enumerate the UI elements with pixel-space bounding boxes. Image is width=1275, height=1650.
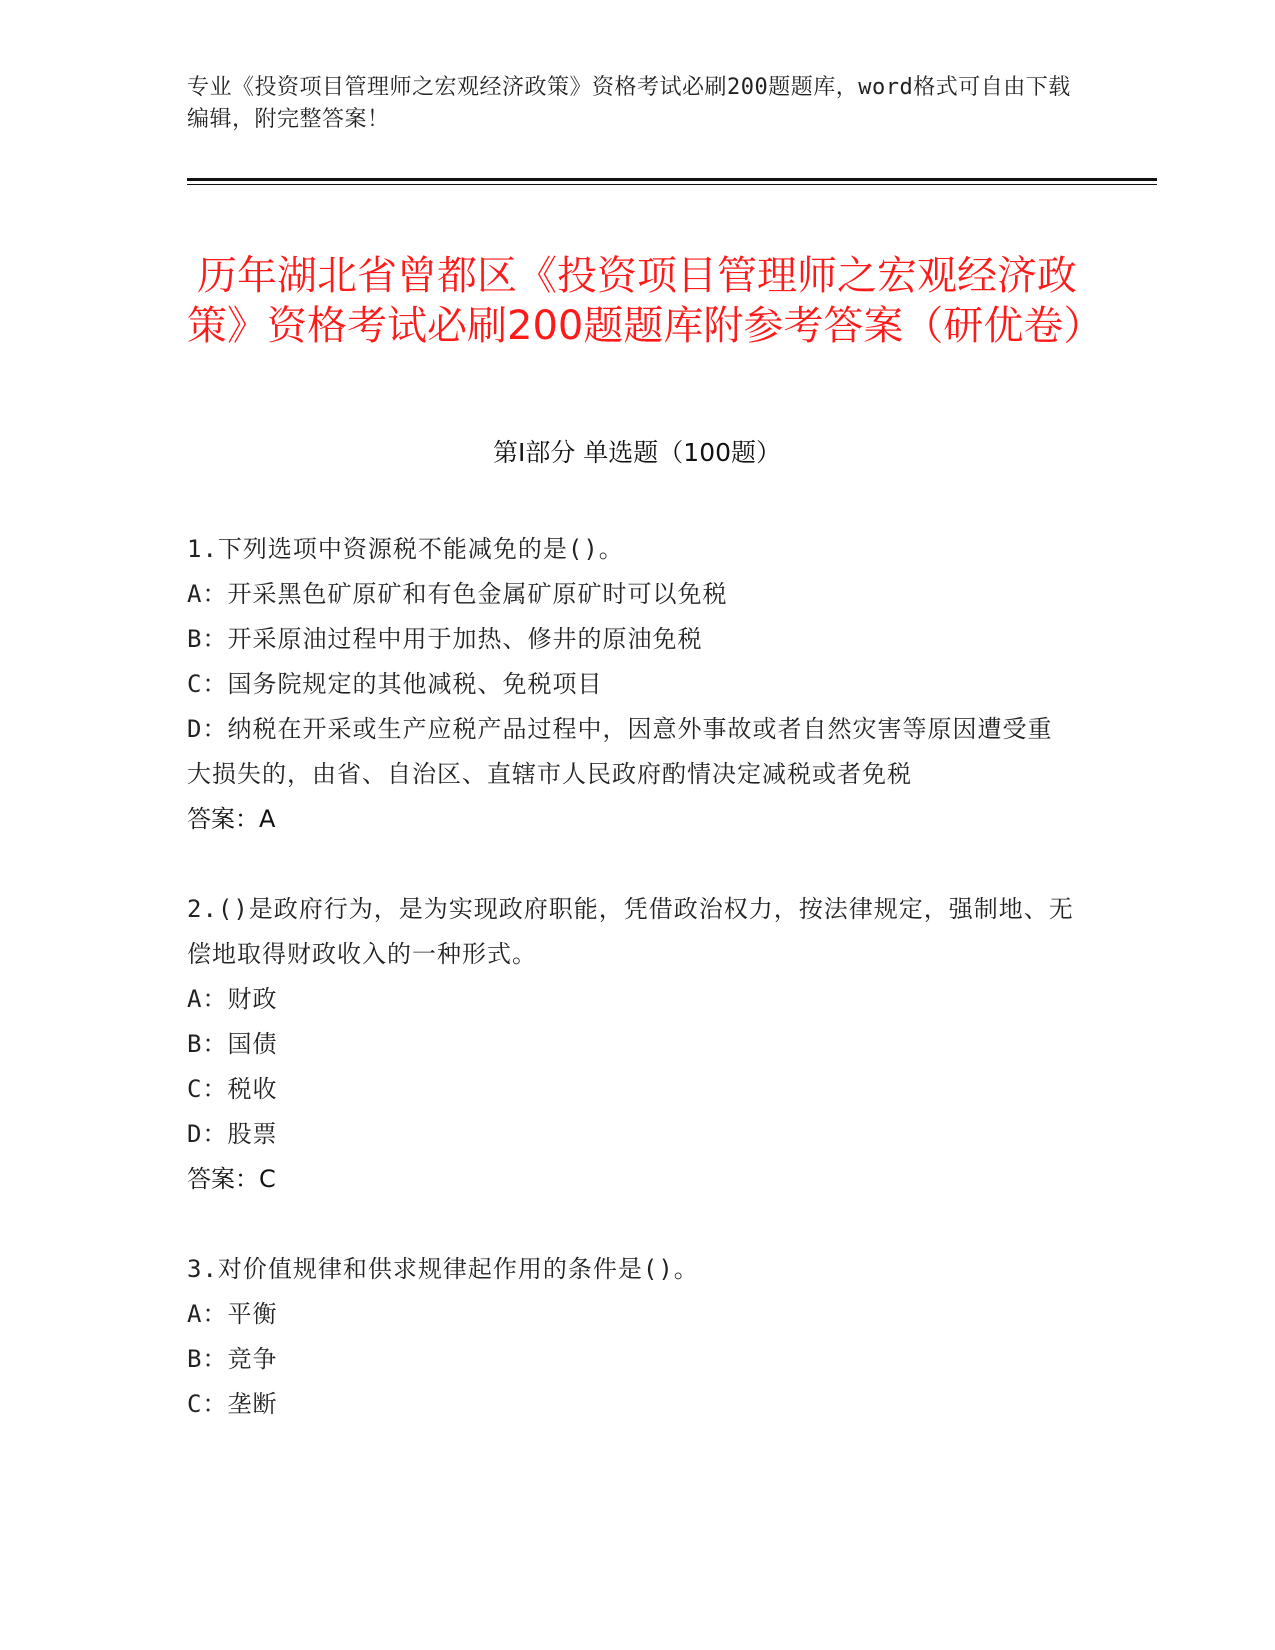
option-c: C：垄断 [187,1390,278,1418]
question-stem: 3.对价值规律和供求规律起作用的条件是()。 [187,1255,699,1283]
option-c: C：税收 [187,1075,278,1103]
option-a: A：平衡 [187,1300,278,1328]
answer-line: 答案：A [187,805,276,833]
question-1 [187,527,1077,842]
option-b: B：竞争 [187,1345,278,1373]
option-d: D：股票 [187,1120,278,1148]
header-note: 专业《投资项目管理师之宏观经济政策》资格考试必刷200题题库，word格式可自由下载编辑，附完整答案！ [187,75,1071,132]
question-2 [187,887,1077,1202]
option-a: A：财政 [187,985,278,1013]
question-stem: 2.()是政府行为，是为实现政府职能，凭借政治权力，按法律规定，强制地、无偿地取得财政收入的一种形式。 [187,895,1074,968]
option-a: A：开采黑色矿原矿和有色金属矿原矿时可以免税 [187,580,728,608]
option-d: D：纳税在开采或生产应税产品过程中，因意外事故或者自然灾害等原因遭受重大损失的，由省、自治区、直辖市人民政府酌情决定减税或者免税 [187,715,1053,788]
header-rule-thick [187,178,1157,181]
question-stem: 1.下列选项中资源税不能减免的是()。 [187,535,624,563]
answer-line: 答案：C [187,1165,276,1193]
question-list [187,527,1077,1472]
question-3 [187,1247,1077,1427]
option-b: B：国债 [187,1030,278,1058]
header-rule-thin [187,184,1157,185]
option-c: C：国务院规定的其他减税、免税项目 [187,670,603,698]
document-title: 历年湖北省曾都区《投资项目管理师之宏观经济政策》资格考试必刷200题题库附参考答案（研优卷） [187,252,1104,349]
option-b: B：开采原油过程中用于加热、修井的原油免税 [187,625,703,653]
section-title: 第Ⅰ部分 单选题（100题） [492,438,782,467]
